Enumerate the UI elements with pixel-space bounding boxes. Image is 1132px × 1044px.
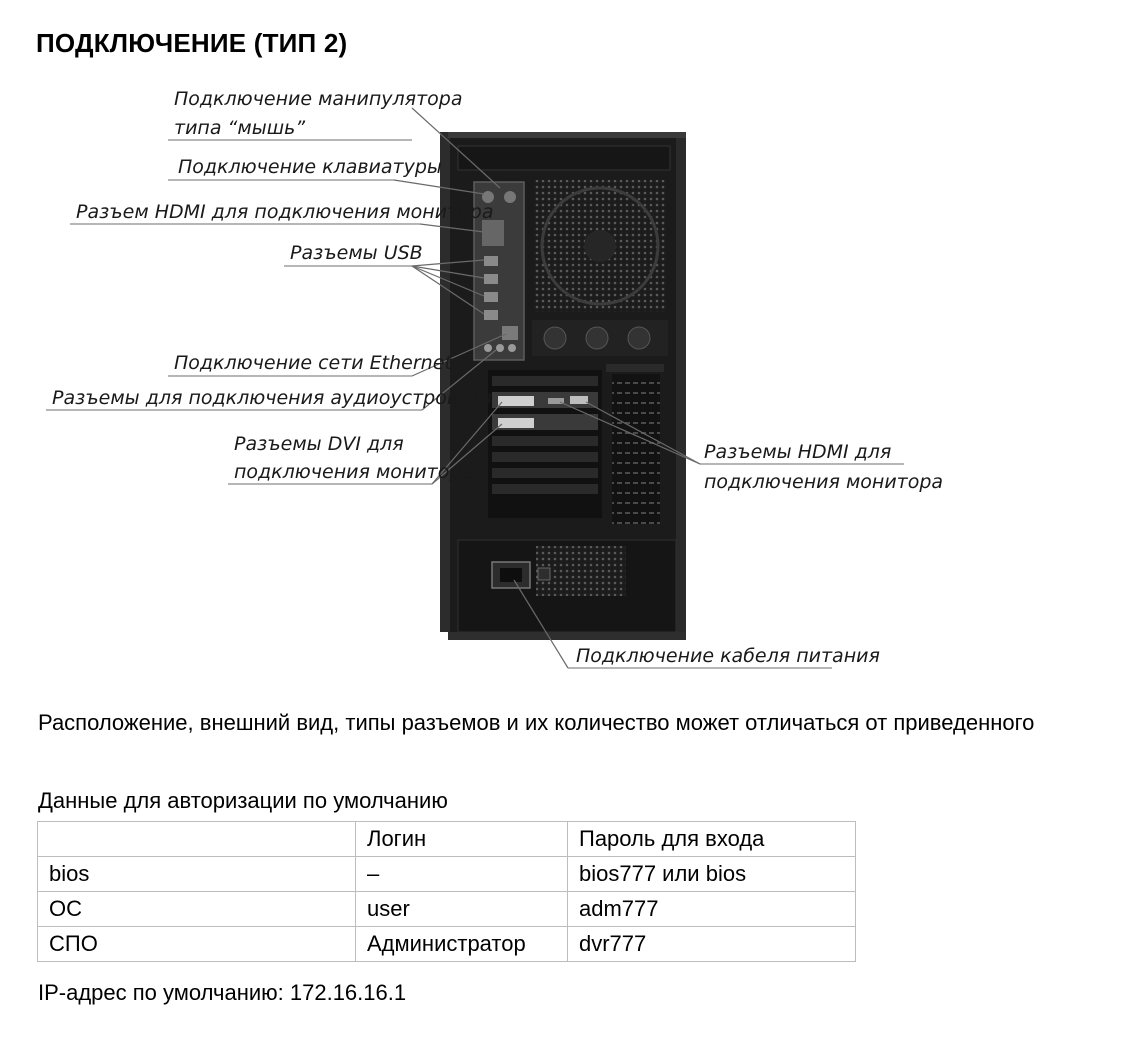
case-top-edge: [448, 132, 686, 138]
auth-table: [37, 821, 856, 962]
auth-cell-system: СПО: [38, 927, 356, 962]
hdmi-board-port: [482, 220, 504, 246]
auth-cell-system: ОС: [38, 892, 356, 927]
screw-3: [628, 327, 650, 349]
auth-cell-system: bios: [38, 857, 356, 892]
page-title: ПОДКЛЮЧЕНИЕ (ТИП 2): [36, 28, 348, 58]
usb-port-3: [484, 292, 498, 302]
callout-hdmi-card-line2: подключения монитора: [704, 471, 944, 493]
audio-jack-2: [496, 344, 504, 352]
power-socket-inner: [500, 568, 522, 582]
disclaimer-note: Расположение, внешний вид, типы разъемов и их количество может отличаться от приведенного: [38, 710, 1035, 735]
screw-1: [544, 327, 566, 349]
case-bottom-edge: [448, 632, 686, 640]
table-row: [38, 857, 856, 892]
hdmi-card-port-1: [570, 396, 588, 404]
auth-cell-password: adm777: [568, 892, 856, 927]
callout-dvi-line1: Разъемы DVI для: [234, 433, 404, 455]
power-switch: [538, 568, 550, 580]
auth-cell-password: dvr777: [568, 927, 856, 962]
audio-jack-3: [508, 344, 516, 352]
slot-bracket-6: [492, 468, 598, 478]
callout-hdmi-card-line1: Разъемы HDMI для: [704, 441, 892, 463]
dvi-port-2: [498, 418, 534, 428]
callout-mouse-line1: Подключение манипулятора: [174, 88, 463, 110]
table-row: [38, 927, 856, 962]
case-right-edge: [676, 132, 686, 632]
callout-keyboard: Подключение клавиатуры: [178, 156, 442, 178]
callout-mouse-line2: типа “мышь”: [174, 117, 306, 139]
pc-rear-panel-figure: [0, 70, 1132, 690]
slot-bracket-7: [492, 484, 598, 494]
table-row: [38, 892, 856, 927]
auth-cell-login: user: [356, 892, 568, 927]
callout-audio: Разъемы для подключения аудиоустройств: [52, 387, 492, 409]
slot-bracket-5: [492, 452, 598, 462]
callout-power: Подключение кабеля питания: [576, 645, 880, 667]
side-vent-top: [606, 364, 664, 372]
auth-cell-password: bios777 или bios: [568, 857, 856, 892]
side-vent: [612, 374, 660, 524]
usb-port-2: [484, 274, 498, 284]
slot-bracket-4: [492, 436, 598, 446]
callout-dvi-line2: подключения монитора: [234, 461, 474, 483]
auth-table-header-row: [38, 822, 856, 857]
usb-port-4: [484, 310, 498, 320]
case-top-shelf: [458, 146, 670, 170]
pc-rear-panel-diagram: [0, 70, 1132, 690]
callout-ethernet: Подключение сети Ethernet: [174, 352, 452, 374]
callout-usb: Разъемы USB: [290, 242, 423, 264]
usb-port-1: [484, 256, 498, 266]
auth-cell-login: Администратор: [356, 927, 568, 962]
auth-header-password: Пароль для входа: [568, 822, 856, 857]
auth-cell-login: –: [356, 857, 568, 892]
dvi-port-1: [498, 396, 534, 406]
default-ip-address: IP-адрес по умолчанию: 172.16.16.1: [38, 980, 407, 1005]
auth-header-login: Логин: [356, 822, 568, 857]
ethernet-port: [502, 326, 518, 340]
screw-2: [586, 327, 608, 349]
fan-hub: [584, 230, 616, 262]
auth-caption: Данные для авторизации по умолчанию: [38, 788, 448, 813]
callout-hdmi-board: Разъем HDMI для подключения монитора: [76, 201, 494, 223]
ps2-keyboard-port: [504, 191, 516, 203]
audio-jack-1: [484, 344, 492, 352]
slot-bracket-1: [492, 376, 598, 386]
auth-header-blank: [38, 822, 356, 857]
